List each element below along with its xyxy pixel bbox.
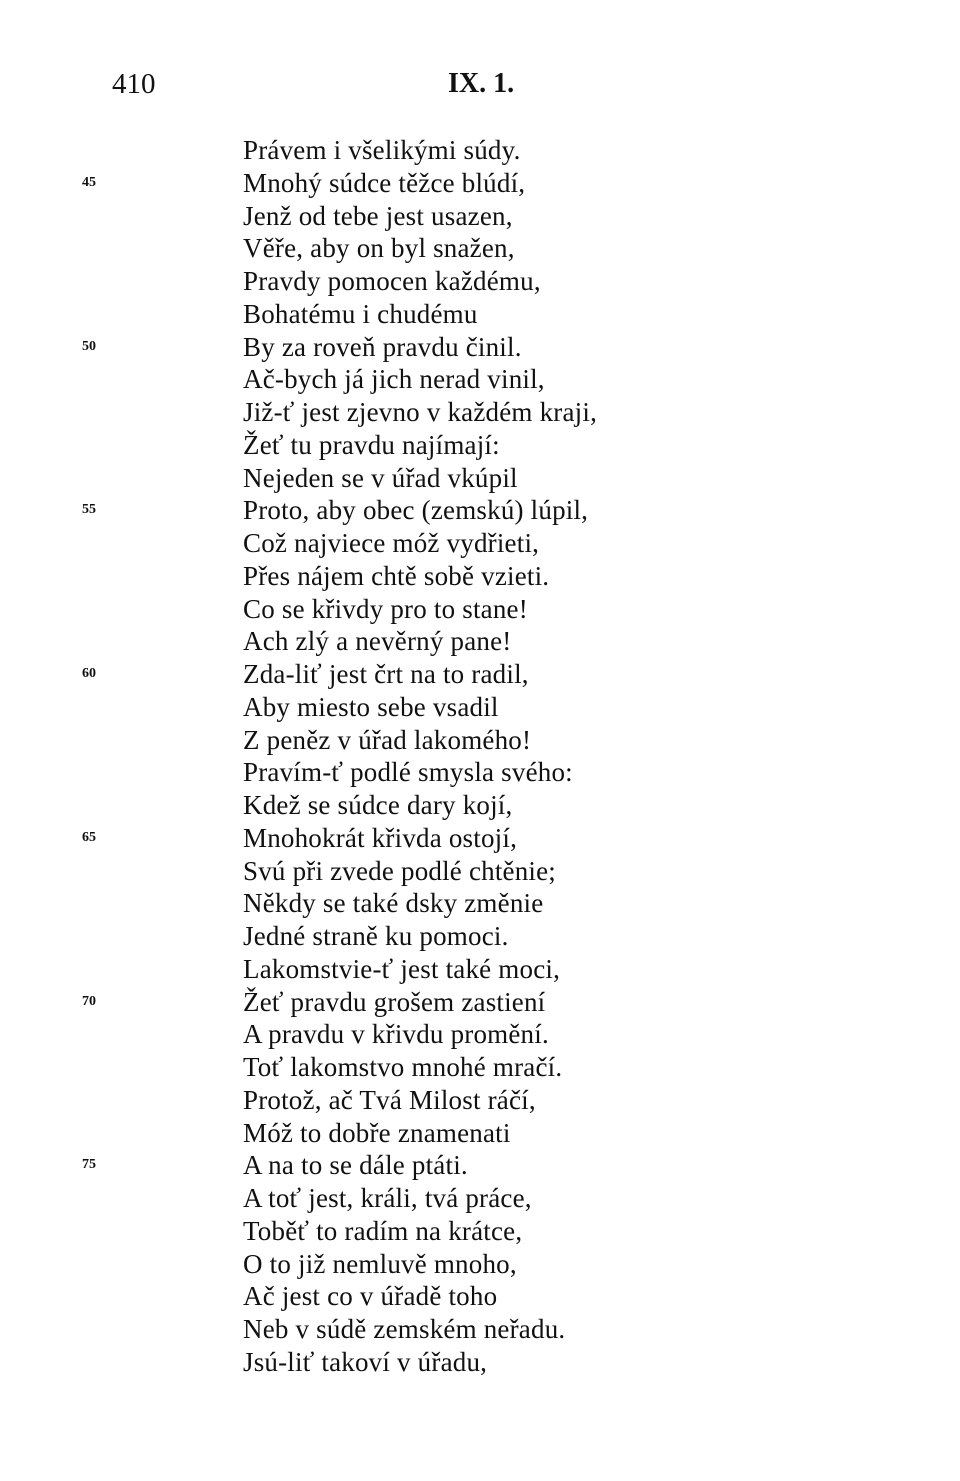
line-number: 65 bbox=[82, 829, 96, 845]
verse-text: Z peněz v úřad lakomého! bbox=[243, 724, 532, 755]
verse-line bbox=[0, 232, 960, 265]
verse-line bbox=[0, 429, 960, 462]
verse-line bbox=[0, 1182, 960, 1215]
line-number: 50 bbox=[82, 338, 96, 354]
line-number: 60 bbox=[82, 666, 96, 681]
verse-line bbox=[0, 1051, 960, 1084]
verse-text: Jenž od tebe jest usazen, bbox=[243, 200, 513, 231]
verse-text: Bohatému i chudému bbox=[243, 298, 478, 329]
verse-line bbox=[0, 1084, 960, 1117]
verse-text: Móž to dobře znamenati bbox=[243, 1117, 511, 1148]
verse-text: Pravím-ť podlé smysla svého: bbox=[243, 757, 573, 788]
verse-line bbox=[0, 724, 960, 757]
verse-line bbox=[0, 887, 960, 920]
verse-text: Proto, aby obec (zemskú) lúpil, bbox=[243, 495, 589, 526]
verse-line bbox=[0, 298, 960, 331]
verse-line bbox=[0, 1149, 960, 1182]
verse-line bbox=[0, 822, 960, 855]
verse-text: Pravdy pomocen každému, bbox=[243, 266, 541, 296]
verse-text: Právem i všelikými súdy. bbox=[243, 135, 521, 165]
poem-text bbox=[0, 134, 960, 1379]
verse-line bbox=[0, 527, 960, 560]
verse-text: Svú při zvede podlé chtěnie; bbox=[243, 855, 557, 886]
verse-text: Zda-liť jest črt na to radil, bbox=[243, 659, 529, 689]
page-number: 410 bbox=[112, 68, 156, 100]
verse-text: A pravdu v křivdu promění. bbox=[243, 1019, 549, 1050]
verse-line bbox=[0, 1313, 960, 1346]
verse-text: Ač jest co v úřadě toho bbox=[243, 1281, 498, 1312]
verse-text: Protož, ač Tvá Milost ráčí, bbox=[243, 1084, 536, 1115]
verse-line bbox=[0, 1280, 960, 1313]
verse-line bbox=[0, 986, 960, 1019]
page-header bbox=[0, 62, 960, 106]
verse-text: Kdež se súdce dary kojí, bbox=[243, 790, 513, 820]
verse-text: Žeť tu pravdu najímají: bbox=[243, 429, 500, 460]
verse-text: Neb v súdě zemském neřadu. bbox=[243, 1314, 566, 1344]
verse-text: Ach zlý a nevěrný pane! bbox=[243, 626, 512, 657]
verse-line bbox=[0, 1248, 960, 1281]
verse-line bbox=[0, 265, 960, 298]
verse-text: Což najviece móž vydřieti, bbox=[243, 528, 540, 558]
verse-line bbox=[0, 396, 960, 429]
verse-line bbox=[0, 855, 960, 888]
line-number: 70 bbox=[82, 993, 96, 1009]
verse-text: Mnohý súdce těžce blúdí, bbox=[243, 167, 526, 198]
verse-text: Někdy se také dsky změnie bbox=[243, 888, 544, 919]
verse-line bbox=[0, 363, 960, 396]
section-heading: IX. 1. bbox=[448, 68, 515, 99]
verse-line bbox=[0, 953, 960, 986]
verse-text: Žeť pravdu grošem zastiení bbox=[243, 986, 546, 1017]
verse-text: Mnohokrát křivda ostojí, bbox=[243, 822, 518, 853]
verse-line bbox=[0, 331, 960, 364]
verse-line bbox=[0, 134, 960, 167]
verse-line bbox=[0, 920, 960, 953]
verse-line bbox=[0, 789, 960, 822]
verse-text: Věře, aby on byl snažen, bbox=[243, 233, 515, 264]
verse-text: By za roveň pravdu činil. bbox=[243, 331, 522, 362]
verse-line bbox=[0, 494, 960, 527]
verse-line bbox=[0, 200, 960, 233]
verse-text: A na to se dále ptáti. bbox=[243, 1150, 468, 1181]
verse-text: Nejeden se v úřad vkúpil bbox=[243, 462, 518, 493]
verse-line bbox=[0, 658, 960, 691]
line-number: 75 bbox=[82, 1157, 96, 1173]
line-number: 45 bbox=[82, 174, 96, 190]
verse-text: A toť jest, králi, tvá práce, bbox=[243, 1183, 532, 1213]
verse-line bbox=[0, 1346, 960, 1379]
verse-line bbox=[0, 1117, 960, 1150]
verse-line bbox=[0, 593, 960, 626]
verse-line bbox=[0, 560, 960, 593]
verse-line bbox=[0, 691, 960, 724]
verse-line bbox=[0, 462, 960, 495]
verse-text: Lakomstvie-ť jest také moci, bbox=[243, 953, 561, 984]
line-number: 55 bbox=[82, 502, 96, 518]
verse-text: Jedné straně ku pomoci. bbox=[243, 921, 509, 951]
verse-text: Ač-bych já jich nerad vinil, bbox=[243, 364, 545, 395]
verse-text: Jsú-liť takoví v úřadu, bbox=[243, 1346, 488, 1377]
verse-text: Co se křivdy pro to stane! bbox=[243, 593, 528, 624]
verse-line bbox=[0, 1018, 960, 1051]
verse-line bbox=[0, 625, 960, 658]
verse-text: O to již nemluvě mnoho, bbox=[243, 1248, 517, 1279]
verse-line bbox=[0, 1215, 960, 1248]
verse-text: Již-ť jest zjevno v každém kraji, bbox=[243, 397, 598, 427]
verse-line bbox=[0, 167, 960, 200]
verse-text: Toběť to radím na krátce, bbox=[243, 1215, 523, 1246]
verse-text: Toť lakomstvo mnohé mračí. bbox=[243, 1052, 563, 1082]
verse-line bbox=[0, 756, 960, 789]
verse-text: Aby miesto sebe vsadil bbox=[243, 691, 499, 722]
verse-text: Přes nájem chtě sobě vzieti. bbox=[243, 560, 550, 591]
